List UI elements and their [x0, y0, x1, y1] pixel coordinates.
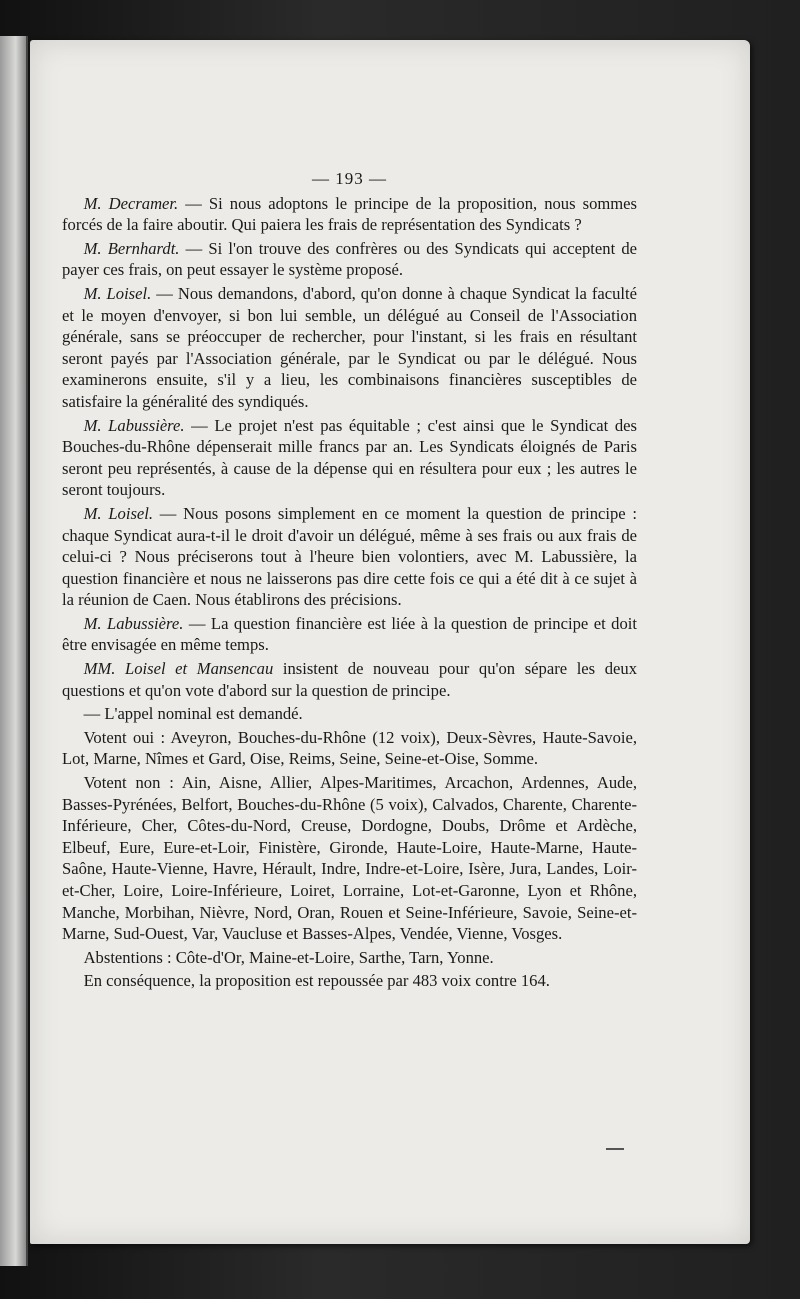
paragraph	[62, 703, 637, 725]
paragraph	[62, 947, 637, 969]
page-text	[62, 168, 637, 994]
paragraph	[62, 283, 637, 413]
speaker-name: M. Labussière.	[83, 613, 184, 633]
printer-mark	[606, 1148, 624, 1150]
speaker-name: MM. Loisel et Mansencau	[83, 659, 274, 679]
paragraph-text: — Nous posons simplement en ce moment la question de principe : chaque Syndicat aura-t-il le droit d'avoir un délégué, même à ses frais ou aux frais de celui-ci ? Nous préciserons tout à l'heure bien volontiers, avec M. Labussière, la question financière et nous ne laisserons pas dire cette fois ce qui a été dit à ce sujet à la réunion de Caen. Nous établirons des précisions.	[62, 503, 638, 610]
paragraph-text: — La question financière est liée à la question de principe et doit être envisagée en même temps.	[62, 613, 637, 655]
paragraph	[62, 772, 637, 945]
previous-page-edge	[0, 36, 28, 1266]
paragraph	[62, 613, 637, 656]
page-number: — 193 —	[312, 169, 387, 188]
paragraph-text: Abstentions : Côte-d'Or, Maine-et-Loire, Sarthe, Tarn, Yonne.	[83, 947, 494, 967]
paragraph-text: — L'appel nominal est demandé.	[83, 704, 303, 724]
paragraph	[62, 727, 637, 770]
paragraph-text: — Le projet n'est pas équitable ; c'est ainsi que le Syndicat des Bouches-du-Rhône dépenserait mille francs par an. Les Syndicats éloignés de Paris seront peu représentés, à cause de la dépense qui en résultera pour eux ; les autres le seront toujours.	[62, 415, 637, 500]
paragraph-text: — Nous demandons, d'abord, qu'on donne à chaque Syndicat la faculté et le moyen d'envoyer, si bon lui semble, un délégué au Conseil de l'Association générale, sans se préoccuper de rechercher, pour l'instant, si les frais en résultant seront payés par l'Association générale, par le Syndicat ou par le délégué. Nous examinerons ensuite, s'il y a lieu, les combinaisons financières susceptibles de satisfaire la généralité des syndiqués.	[62, 283, 637, 411]
speaker-name: M. Loisel.	[83, 283, 152, 303]
paragraph	[62, 658, 637, 701]
paragraph-text: — Si l'on trouve des confrères ou des Syndicats qui acceptent de payer ces frais, on peut essayer le système proposé.	[62, 238, 638, 280]
paragraph-text: — Si nous adoptons le principe de la proposition, nous sommes forcés de la faire aboutir. Qui paiera les frais de représentation des Syndicats ?	[62, 193, 638, 235]
paragraph-text: En conséquence, la proposition est repoussée par 483 voix contre 164.	[83, 971, 550, 991]
paragraph-text: insistent de nouveau pour qu'on sépare les deux questions et qu'on vote d'abord sur la question de principe.	[62, 659, 637, 700]
speaker-name: M. Decramer.	[83, 193, 179, 213]
paragraph	[62, 503, 637, 611]
speaker-name: M. Labussière.	[83, 415, 185, 435]
speaker-name: M. Loisel.	[83, 503, 154, 523]
paragraph	[62, 238, 637, 281]
paragraph-text: Votent oui : Aveyron, Bouches-du-Rhône (12 voix), Deux-Sèvres, Haute-Savoie, Lot, Marne, Nîmes et Gard, Oise, Reims, Seine, Seine-et-Oise, Somme.	[62, 727, 637, 769]
speaker-name: M. Bernhardt.	[83, 238, 180, 258]
paragraph	[62, 415, 637, 501]
paragraph-text: Votent non : Ain, Aisne, Allier, Alpes-Maritimes, Arcachon, Ardennes, Aude, Basses-Pyrénées, Belfort, Bouches-du-Rhône (5 voix), Calvados, Charente, Charente-Inférieure, Cher, Côtes-du-Nord, Creuse, Dordogne, Doubs, Drôme et Ardèche, Elbeuf, Eure, Eure-et-Loir, Finistère, Gironde, Haute-Loire, Haute-Marne, Haute-Saône, Haute-Vienne, Havre, Hérault, Indre, Indre-et-Loire, Isère, Jura, Landes, Loir-et-Cher, Loire, Loire-Inférieure, Loiret, Lorraine, Lot-et-Garonne, Lyon et Rhône, Manche, Morbihan, Nièvre, Nord, Oran, Rouen et Seine-Inférieure, Savoie, Seine-et-Marne, Sud-Ouest, Var, Vaucluse et Basses-Alpes, Vendée, Vienne, Vosges.	[62, 773, 637, 944]
paragraph	[62, 193, 637, 236]
paragraph	[62, 970, 637, 992]
